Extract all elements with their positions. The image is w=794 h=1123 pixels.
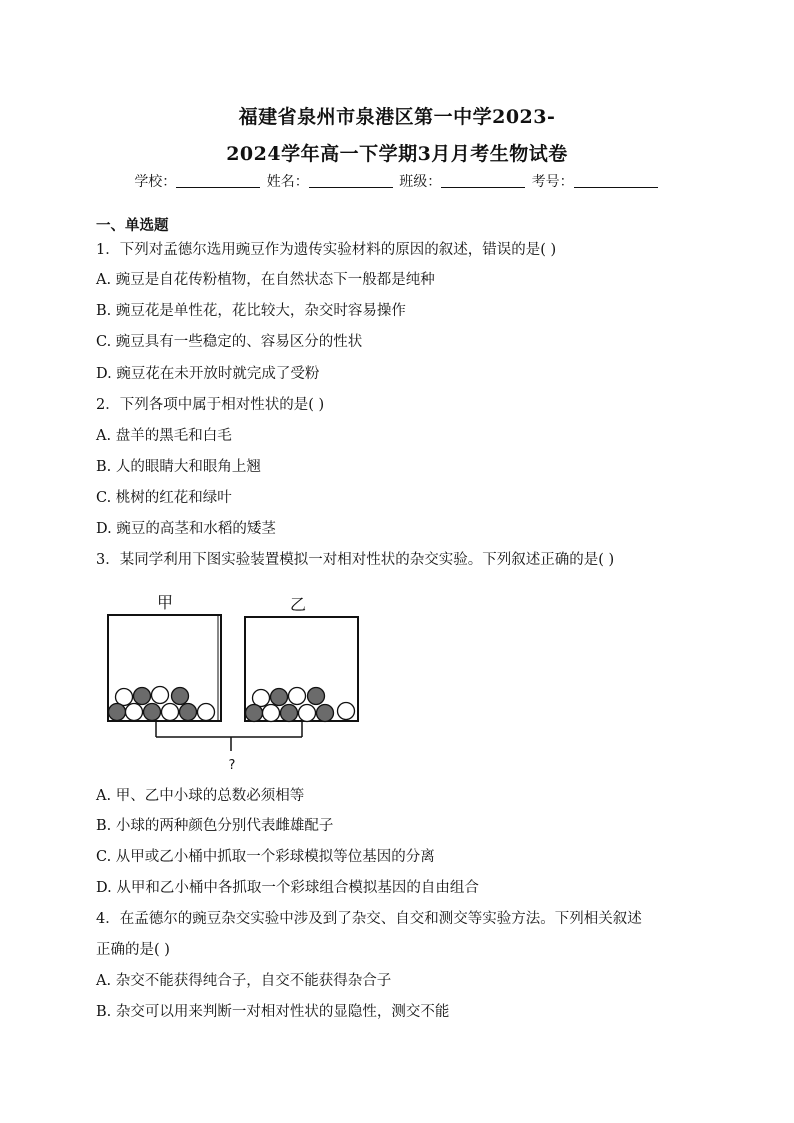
gray-ball <box>317 705 334 722</box>
school-blank[interactable] <box>176 173 260 188</box>
name-label: 姓名： <box>266 174 309 190</box>
label-yi: 乙 <box>289 595 307 614</box>
q1-option-b: B. 豌豆花是单性花，花比较大，杂交时容易操作 <box>96 303 406 319</box>
q4-option-a: A. 杂交不能获得纯合子，自交不能获得杂合子 <box>96 973 392 989</box>
white-ball <box>299 705 316 722</box>
balls-jia <box>109 687 215 721</box>
page-title-line-1: 福建省泉州市泉港区第一中学2023- <box>238 106 556 128</box>
gray-ball <box>308 688 325 705</box>
gray-ball <box>180 704 197 721</box>
class-blank[interactable] <box>441 173 525 188</box>
balls-yi <box>246 688 355 722</box>
q1-stem: 1．下列对孟德尔选用豌豆作为遗传实验材料的原因的叙述，错误的是( ) <box>96 242 557 258</box>
q2-option-c: C. 桃树的红花和绿叶 <box>96 490 232 506</box>
school-label: 学校： <box>134 174 177 190</box>
q4-stem-line-2: 正确的是( ) <box>96 942 170 958</box>
gray-ball <box>109 704 126 721</box>
white-ball <box>126 704 143 721</box>
class-label: 班级： <box>399 174 442 190</box>
page-title-line-2: 2024学年高一下学期3月月考生物试卷 <box>226 143 568 165</box>
white-ball <box>289 688 306 705</box>
label-jia: 甲 <box>156 593 174 612</box>
name-blank[interactable] <box>309 173 393 188</box>
gray-ball <box>271 689 288 706</box>
gray-ball <box>144 704 161 721</box>
q3-option-b: B. 小球的两种颜色分别代表雌雄配子 <box>96 818 334 834</box>
white-ball <box>338 703 355 720</box>
q3-option-c: C. 从甲或乙小桶中抓取一个彩球模拟等位基因的分离 <box>96 849 435 865</box>
white-ball <box>162 704 179 721</box>
bucket-experiment-figure <box>100 588 370 774</box>
q1-option-c: C. 豌豆具有一些稳定的、容易区分的性状 <box>96 334 363 350</box>
q3-option-d: D. 从甲和乙小桶中各抓取一个彩球组合模拟基因的自由组合 <box>96 880 479 896</box>
q2-option-d: D. 豌豆的高茎和水稻的矮茎 <box>96 521 276 537</box>
student-info-row <box>0 171 794 191</box>
q3-option-a: A. 甲、乙中小球的总数必须相等 <box>96 788 305 804</box>
white-ball <box>263 705 280 722</box>
section-title: 一、单选题 <box>96 217 169 234</box>
q1-option-a: A. 豌豆是自花传粉植物，在自然状态下一般都是纯种 <box>96 272 435 288</box>
question-mark: ? <box>228 758 236 773</box>
white-ball <box>152 687 169 704</box>
q4-stem-line-1: 4．在孟德尔的豌豆杂交实验中涉及到了杂交、自交和测交等实验方法。下列相关叙述 <box>96 911 642 927</box>
gray-ball <box>281 705 298 722</box>
gray-ball <box>246 705 263 722</box>
q2-option-b: B. 人的眼睛大和眼角上翘 <box>96 459 261 475</box>
q1-option-d: D. 豌豆花在未开放时就完成了受粉 <box>96 366 320 382</box>
white-ball <box>198 704 215 721</box>
gray-ball <box>172 688 189 705</box>
exam-number-blank[interactable] <box>574 173 658 188</box>
gray-ball <box>134 688 151 705</box>
q2-stem: 2．下列各项中属于相对性状的是( ) <box>96 397 325 413</box>
q2-option-a: A. 盘羊的黑毛和白毛 <box>96 428 232 444</box>
q3-stem: 3．某同学利用下图实验装置模拟一对相对性状的杂交实验。下列叙述正确的是( ) <box>96 552 615 568</box>
combination-bracket <box>156 721 302 751</box>
exam-number-label: 考号： <box>531 174 574 190</box>
q4-option-b: B. 杂交可以用来判断一对相对性状的显隐性，测交不能 <box>96 1004 450 1020</box>
